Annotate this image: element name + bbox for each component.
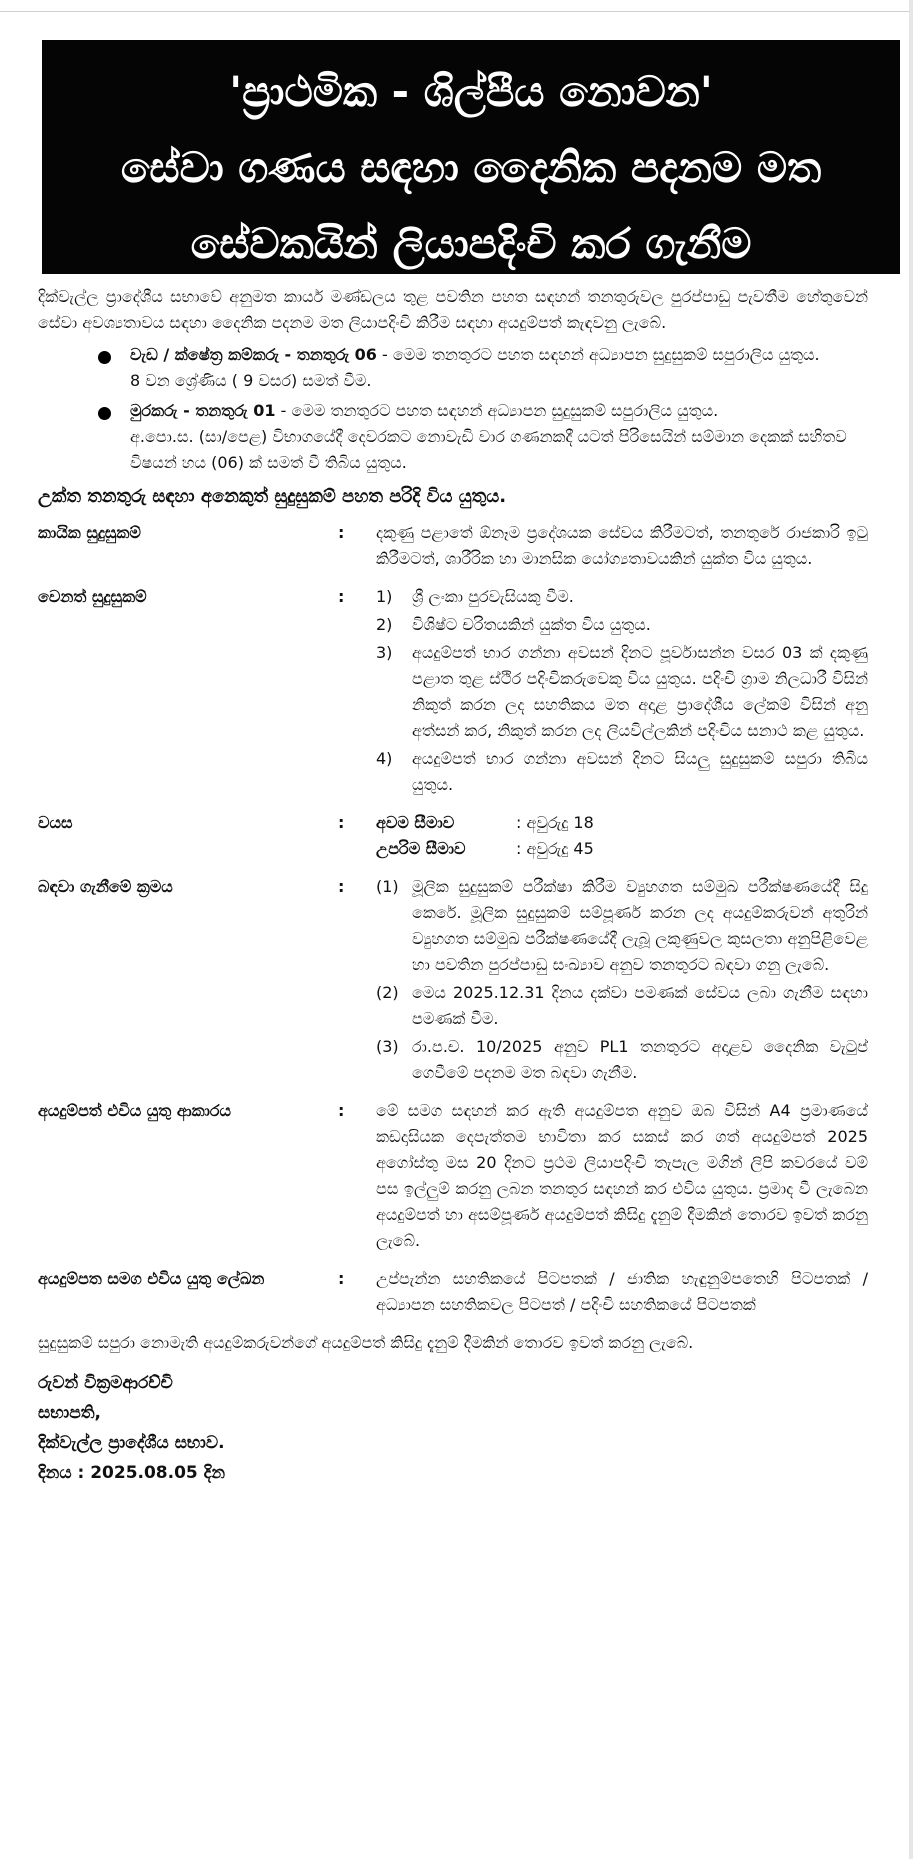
top-border	[0, 0, 913, 12]
colon: :	[338, 877, 345, 896]
signatory-org: දික්වැල්ල ප්‍රාදේශීය සභාව.	[38, 1433, 225, 1453]
colon: :	[338, 523, 345, 542]
documents-text: උප්පැන්න සහතිකයේ පිටපතක් / ජාතික හැඳුනුම්පතෙහි පිටපතක් / අධ්‍යාපන සහතිකවල පිටපත් / පදිංචි සහතිකයේ පිටපතක්	[376, 1269, 868, 1314]
recruitment-row	[38, 874, 868, 1086]
item-text: ශ්‍රී ලංකා පුරවැසියකු වීම.	[412, 587, 574, 606]
other-item	[376, 746, 868, 798]
position-item	[38, 342, 868, 394]
other-row	[38, 584, 868, 798]
item-number: 2)	[376, 615, 393, 634]
positions-list	[38, 342, 868, 476]
physical-row	[38, 520, 868, 572]
age-min-label: අවම සීමාව	[376, 813, 455, 832]
recruitment-label: බඳවා ගැනීමේ ක්‍රමය	[38, 877, 173, 896]
other-item	[376, 640, 868, 744]
recruitment-item	[376, 980, 868, 1032]
colon: :	[338, 587, 345, 606]
position-text: - මෙම තනතුරට පහත සඳහන් අධ්‍යාපන සුදුසුකම් සපුරාලිය යුතුය.	[376, 345, 820, 364]
position-title: මුරකරු - තනතුරු 01	[130, 401, 276, 420]
item-number: (1)	[376, 877, 399, 896]
position-title: වැඩ / ක්ෂේත්‍ර කම්කරු - තනතුරු 06	[130, 345, 377, 364]
age-min-value: : අවුරුදු 18	[516, 813, 594, 832]
item-number: 1)	[376, 587, 393, 606]
submission-row	[38, 1098, 868, 1254]
bullet-icon	[98, 351, 111, 364]
colon: :	[338, 813, 345, 832]
age-min	[376, 810, 868, 836]
age-max	[376, 836, 868, 862]
notice-body	[38, 284, 868, 1488]
signature-block	[38, 1368, 868, 1488]
other-item	[376, 612, 868, 638]
age-values	[376, 810, 868, 862]
banner-line-3: සේවකයින් ලියාපදිංචි කර ගැනීම	[190, 219, 752, 268]
submission-label: අයදුම්පත් එවිය යුතු ආකාරය	[38, 1101, 232, 1120]
intro-paragraph: දික්වැල්ල ප්‍රාදේශීය සභාවේ අනුමත කාර්ය මණ්ඩලය තුළ පවතින පහත සඳහන් තනතුරුවල පුරප්පාඩු පැවතීම හේතුවෙන් සේවා අවශ්‍යතාවය සඳහා දෛනික පදනම මත ලියාපදිංචි කිරීම සඳහා අයදුම්පත් කැඳවනු ලැබේ.	[38, 287, 868, 332]
footnote: සුදුසුකම් සපුරා නොමැති අයදුම්කරුවන්ගේ අයදුම්පත් කිසිදු දැනුම් දීමකින් තොරව ඉවත් කරනු ලැබේ.	[38, 1333, 694, 1352]
age-max-value: : අවුරුදු 45	[516, 839, 594, 858]
other-label: වෙනත් සුදුසුකම්	[38, 587, 147, 606]
colon: :	[338, 1269, 345, 1288]
age-label: වයස	[38, 813, 73, 832]
item-text: මූලික සුදුසුකම් පරීක්ෂා කිරීම ව්‍යුහගත සම්මුඛ පරීක්ෂණයේදී සිදු කෙරේ. මූලික සුදුසුකම් සම්පූර්ණ කරන ලද අයදුම්කරුවන් අතුරින් ව්‍යුහගත සම්මුඛ පරීක්ෂණයේදී ලැබූ ලකුණුවල කුසලතා අනුපිළිවෙළ හා පවතින පුරප්පාඩු සංඛ්‍යාව අනුව තනතුරට බඳවා ගනු ලැබේ.	[412, 877, 868, 974]
item-number: (2)	[376, 983, 399, 1002]
other-item	[376, 584, 868, 610]
position-text: - මෙම තනතුරට පහත සඳහන් අධ්‍යාපන සුදුසුකම් සපුරාලිය යුතුය.	[275, 401, 719, 420]
right-border	[909, 0, 913, 1859]
position-extra: අ.පො.ස. (සා/පෙළ) විභාගයේදී දෙවරකට නොවැඩි වාර ගණනකදී යටත් පිරිසෙයින් සම්මාන දෙකක් සහිතව විෂයන් හය (06) ක් සමත් වී තිබිය යුතුය.	[130, 427, 847, 472]
item-text: අයදුම්පත් භාර ගන්නා අවසන් දිනට සියලු සුදුසුකම් සපුරා තිබිය යුතුය.	[412, 749, 868, 794]
item-number: (3)	[376, 1037, 399, 1056]
title-banner	[42, 40, 900, 274]
recruitment-list	[376, 874, 868, 1086]
qualifications-heading: උක්ත තනතුරු සඳහා අනෙකුත් සුදුසුකම් පහත පරිදි විය යුතුය.	[38, 486, 507, 507]
item-number: 3)	[376, 643, 393, 662]
position-item	[38, 398, 868, 476]
item-number: 4)	[376, 749, 393, 768]
other-list	[376, 584, 868, 798]
banner-line-2: සේවා ගණය සඳහා දෛනික පදනම මත	[120, 143, 822, 192]
age-row	[38, 810, 868, 862]
physical-label: කායික සුදුසුකම්	[38, 523, 141, 542]
documents-row	[38, 1266, 868, 1318]
recruitment-item	[376, 874, 868, 978]
item-text: මෙය 2025.12.31 දිනය දක්වා පමණක් සේවය ලබා ගැනීම සඳහා පමණක් වීම.	[412, 983, 868, 1028]
item-text: රා.ප.ච. 10/2025 අනුව PL1 තනතුරට අදාළව දෛනික වැටුප් ගෙවීමේ පදනම මත බඳවා ගැනීම.	[412, 1037, 868, 1082]
signature-date: දිනය : 2025.08.05 දින	[38, 1463, 226, 1483]
banner-line-1: 'ප්‍රාථමික - ශිල්පීය නොවන'	[229, 67, 713, 116]
bullet-icon	[98, 407, 111, 420]
physical-text: දකුණු පළාතේ ඕනෑම ප්‍රදේශයක සේවය කිරීමටත්, තනතුරේ රාජකාරි ඉටු කිරීමටත්, ශාරීරික හා මානසික යෝග්‍යතාවයකින් යුක්ත විය යුතුය.	[376, 523, 868, 568]
documents-label: අයදුම්පත සමග එවිය යුතු ලේඛන	[38, 1269, 265, 1288]
submission-text: මේ සමග සඳහන් කර ඇති අයදුම්පත අනුව ඔබ විසින් A4 ප්‍රමාණයේ කඩදාසියක දෙපැත්තම භාවිතා කර සකස් කර ගත් අයදුම්පත් 2025 අගෝස්තු මස 20 දිනට ප්‍රථම ලියාපදිංචි තැපැල මගින් ලිපි කවරයේ වම් පස ඉල්ලුම් කරනු ලබන තනතුර සඳහන් කර එවිය යුතුය. ප්‍රමාද වී ලැබෙන අයදුම්පත් හා අසම්පූර්ණ අයදුම්පත් කිසිදු දැනුම් දීමකින් තොරව ඉවත් කරනු ලැබේ.	[376, 1101, 868, 1250]
item-text: විශිෂ්ට චරිතයකින් යුක්ත විය යුතුය.	[412, 615, 651, 634]
signatory-title: සභාපති,	[38, 1403, 101, 1423]
position-extra: 8 වන ශ්‍රේණිය ( 9 වසර) සමත් වීම.	[130, 371, 372, 390]
recruitment-item	[376, 1034, 868, 1086]
colon: :	[338, 1101, 345, 1120]
item-text: අයදුම්පත් භාර ගන්නා අවසන් දිනට පූර්වාසන්න වසර 03 ක් දකුණු පළාත තුළ ස්ථිර පදිංචිකරුවෙකු විය යුතුය. පදිංචි ග්‍රාම නිලධාරී විසින් නිකුත් කරන ලද සහතිකය මත අදාළ ප්‍රාදේශීය ලේකම් විසින් අනු අත්සන් කර, නිකුත් කරන ලද ලියවිල්ලකින් පදිංචිය සනාථ කළ යුතුය.	[412, 643, 868, 740]
signatory-name: රුවන් වික්‍රමආරච්චි	[38, 1373, 173, 1393]
age-max-label: උපරිම සීමාව	[376, 839, 466, 858]
